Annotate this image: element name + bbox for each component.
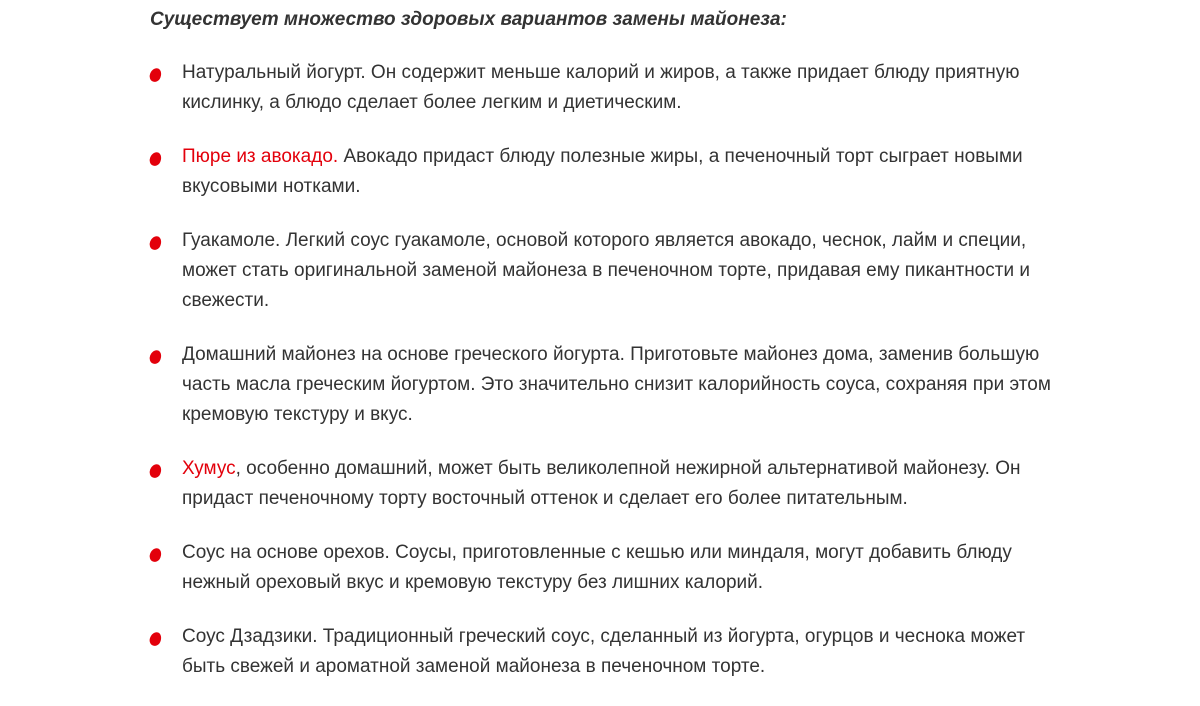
list-item-text: Натуральный йогурт. Он содержит меньше калорий и жиров, а также придает блюду приятную кислинку, а блюдо сделает более легким и диетическим. bbox=[182, 62, 1020, 113]
list-item-tzatziki bbox=[150, 622, 1070, 682]
bullet-icon bbox=[148, 462, 163, 479]
avocado-puree-link[interactable]: Пюре из авокадо. bbox=[182, 146, 339, 167]
bullet-icon bbox=[148, 150, 163, 167]
list-item-text: , особенно домашний, может быть великолепной нежирной альтернативой майонезу. Он придаст печеночному торту восточный оттенок и сделает его более питательным. bbox=[182, 458, 1021, 509]
hummus-link[interactable]: Хумус bbox=[182, 458, 236, 479]
list-item-nut-sauce bbox=[150, 538, 1070, 598]
substitutes-list bbox=[150, 58, 1070, 682]
list-item-text: Соус Дзадзики. Традиционный греческий соус, сделанный из йогурта, огурцов и чеснока может быть свежей и ароматной заменой майонеза в печеночном торте. bbox=[182, 626, 1026, 677]
list-item-text: Домашний майонез на основе греческого йогурта. Приготовьте майонез дома, заменив большую часть масла греческим йогуртом. Это значительно снизит калорийность соуса, сохраняя при этом кремовую текстуру и вкус. bbox=[182, 344, 1051, 425]
list-item-text: Гуакамоле. Легкий соус гуакамоле, основой которого является авокадо, чеснок, лайм и специи, может стать оригинальной заменой майонеза в печеночном торте, придавая ему пикантности и свежести. bbox=[182, 230, 1030, 311]
bullet-icon bbox=[148, 234, 163, 251]
list-item-yogurt bbox=[150, 58, 1070, 118]
list-item-text: Авокадо придаст блюду полезные жиры, а печеночный торт сыграет новыми вкусовыми нотками. bbox=[182, 146, 1023, 197]
list-item-avocado bbox=[150, 142, 1070, 202]
list-item-guacamole bbox=[150, 226, 1070, 316]
bullet-icon bbox=[148, 66, 163, 83]
list-item-text: Соус на основе орехов. Соусы, приготовленные с кешью или миндаля, могут добавить блюду нежный ореховый вкус и кремовую текстуру без лишних калорий. bbox=[182, 542, 1012, 593]
bullet-icon bbox=[148, 546, 163, 563]
intro-heading: Существует множество здоровых вариантов замены майонеза: bbox=[150, 9, 787, 30]
list-item-greek-mayo bbox=[150, 340, 1070, 430]
bullet-icon bbox=[148, 630, 163, 647]
bullet-icon bbox=[148, 348, 163, 365]
list-item-hummus bbox=[150, 454, 1070, 514]
